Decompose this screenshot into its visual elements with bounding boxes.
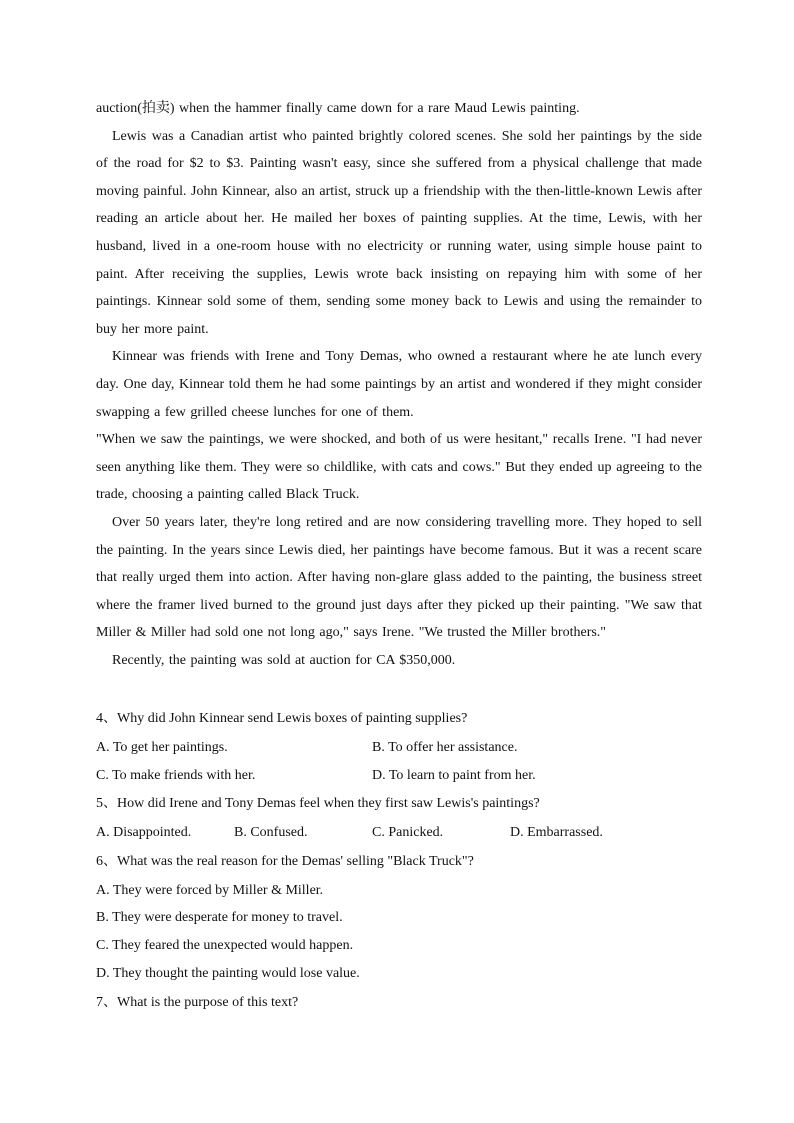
option-c: C. Panicked. (372, 825, 444, 840)
option-a: A. They were forced by Miller & Miller. (96, 882, 324, 898)
question-7 (96, 988, 702, 1018)
option-a: A. Disappointed. (96, 825, 192, 840)
option-row (96, 819, 702, 847)
question-stem: 5、How did Irene and Tony Demas feel when they first saw Lewis's paintings? (96, 796, 540, 811)
question-5 (96, 789, 702, 847)
question-4 (96, 704, 702, 789)
question-stem: 7、What is the purpose of this text? (96, 994, 299, 1010)
question-list (96, 704, 702, 1018)
option-row (96, 762, 702, 790)
option-row (96, 734, 702, 762)
option-d: D. Embarrassed. (510, 825, 603, 840)
option-b: B. They were desperate for money to travel. (96, 910, 343, 926)
option-b: B. Confused. (234, 825, 308, 840)
passage-paragraph: "When we saw the paintings, we were shocked, and both of us were hesitant," recalls Irene. "I had never seen anything like them. They were so childlike, with cats and cows." But they ended up agreeing to the trade, choosing a painting called Black Truck. (96, 432, 702, 503)
passage-paragraph: Lewis was a Canadian artist who painted brightly colored scenes. She sold her paintings by the side of the road for $2 to $3. Painting wasn't easy, since she suffered from a physical challenge that made moving painful. John Kinnear, also an artist, struck up a friendship with the then-little-known Lewis after reading an article about her. He mailed her boxes of painting supplies. At the time, Lewis, with her husband, lived in a one-room house with no electricity or running water, using simple house paint to paint. After receiving the supplies, Lewis wrote back insisting on repaying him with some of her paintings. Kinnear sold some of them, sending some money back to Lewis and using the remainder to buy her more paint. (96, 128, 702, 337)
option-a: A. To get her paintings. (96, 740, 228, 755)
passage-paragraph: Kinnear was friends with Irene and Tony Demas, who owned a restaurant where he ate lunch every day. One day, Kinnear told them he had some paintings by an artist and wondered if they might consider swapping a few grilled cheese lunches for one of them. (96, 349, 702, 420)
option-c: C. They feared the unexpected would happen. (96, 938, 354, 954)
passage-paragraph: auction(拍卖) when the hammer finally came down for a rare Maud Lewis painting. (96, 101, 580, 116)
question-stem: 6、What was the real reason for the Demas' selling "Black Truck"? (96, 853, 474, 869)
option-c: C. To make friends with her. (96, 767, 256, 783)
option-d: D. They thought the painting would lose value. (96, 965, 360, 981)
option-b: B. To offer her assistance. (372, 740, 518, 755)
question-stem: 4、Why did John Kinnear send Lewis boxes of painting supplies? (96, 711, 468, 726)
passage-paragraph: Recently, the painting was sold at auction for CA $350,000. (112, 652, 456, 668)
option-d: D. To learn to paint from her. (372, 767, 536, 783)
passage-paragraph: Over 50 years later, they're long retired and are now considering travelling more. They hoped to sell the painting. In the years since Lewis died, her paintings have become famous. But it was a recent scare that really urged them into action. After having non-glare glass added to the painting, the business street where the framer lived burned to the ground just days after they picked up their painting. "We saw that Miller & Miller had sold one not long ago," says Irene. "We trusted the Miller brothers." (96, 514, 702, 641)
reading-passage (96, 95, 702, 674)
question-6 (96, 847, 702, 988)
